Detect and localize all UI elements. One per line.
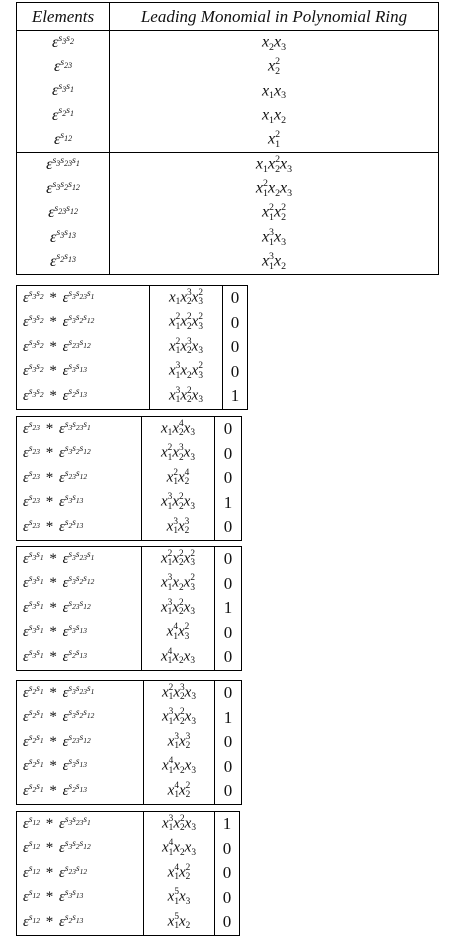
monomial-cell: x 2 1 x 2 2 (261, 202, 287, 224)
monomial-cell: x 1 x 4 2 x 3 (142, 417, 215, 442)
value-cell: 1 (230, 386, 240, 406)
product-cell: $\varepsilon^{s_3s_1} * \varepsilon^{s_3s_2s_{12}}$ (17, 572, 142, 597)
element-cell: $\varepsilon^{s_3s_2s_{12}}$ (17, 177, 110, 201)
monomial-cell: x 5 1 x 3 (144, 886, 215, 911)
product-cell: $\varepsilon^{s_{12}} * \varepsilon^{s_3s_{23}s_1}$ (17, 812, 144, 837)
product-cell: $\varepsilon^{s_{12}} * \varepsilon^{s_{23}s_{12}}$ (17, 861, 144, 886)
monomial-cell: x 3 1 x 2 2 x 3 (144, 706, 215, 731)
monomial-cell: x 1 x 3 2 x 2 3 (150, 286, 223, 311)
monomial-cell: x 1 x 2 2 x 3 (110, 152, 439, 177)
product-cell: $\varepsilon^{s_2s_1} * \varepsilon^{s_3s_{23}s_1}$ (17, 681, 144, 706)
table-row (17, 31, 439, 56)
table-row (17, 384, 248, 409)
table-row (17, 55, 439, 79)
product-cell: $\varepsilon^{s_{23}} * \varepsilon^{s_3s_{23}s_1}$ (17, 417, 142, 442)
table-row (17, 201, 439, 225)
value-cell: 0 (230, 288, 240, 308)
monomial-cell: x 2 1 x 2 2 x 2 3 (150, 311, 223, 336)
product-cell: $\varepsilon^{s_{23}} * \varepsilon^{s_3s_{13}}$ (17, 491, 142, 516)
monomial-cell: x 4 1 x 2 2 (144, 861, 215, 886)
product-cell: $\varepsilon^{s_3s_2} * \varepsilon^{s_3s_{13}}$ (17, 360, 150, 385)
table-row (17, 779, 242, 804)
table-row (17, 515, 242, 540)
monomial-cell: x 3 1 x 3 2 (144, 730, 215, 755)
value-cell: 0 (223, 468, 233, 488)
monomial-cell: x 2 1 x 3 2 x 3 (144, 681, 215, 706)
table-row (17, 335, 248, 360)
value-cell: 0 (230, 337, 240, 357)
value-cell: 0 (222, 912, 232, 932)
header-elements: Elements (17, 3, 110, 31)
product-table (16, 285, 248, 410)
monomial-cell: x 3 1 x 3 (261, 226, 287, 248)
value-cell: 0 (222, 838, 232, 858)
value-cell: 0 (223, 756, 233, 776)
table-row (17, 466, 242, 491)
table-row (17, 621, 242, 646)
table-row (17, 417, 242, 442)
product-cell: $\varepsilon^{s_{23}} * \varepsilon^{s_2s_{13}}$ (17, 515, 142, 540)
leading-monomial-table (16, 2, 439, 275)
product-cell: $\varepsilon^{s_{12}} * \varepsilon^{s_2s_{13}}$ (17, 910, 144, 935)
monomial-cell: x 4 1 x 2 x 3 (142, 645, 215, 670)
table-row (17, 812, 240, 837)
value-cell: 1 (223, 598, 233, 618)
table-row (17, 681, 242, 706)
value-cell: 0 (230, 361, 240, 381)
table-row (17, 910, 240, 935)
element-cell: $\varepsilon^{s_3s_2}$ (17, 31, 110, 56)
monomial-cell: x 2 1 x 2 x 3 (255, 178, 293, 200)
value-cell: 1 (222, 814, 232, 834)
product-table (16, 811, 240, 936)
header-leading-monomial: Leading Monomial in Polynomial Ring (110, 3, 439, 31)
monomial-cell: x 3 1 x 2 x 2 3 (150, 360, 223, 385)
monomial-cell: x 3 1 x 2 2 x 3 (144, 812, 215, 837)
product-cell: $\varepsilon^{s_3s_2} * \varepsilon^{s_3s_2s_{12}}$ (17, 311, 150, 336)
table-row (17, 755, 242, 780)
table-row (17, 311, 248, 336)
element-cell: $\varepsilon^{s_2s_{13}}$ (17, 250, 110, 275)
table-row (17, 861, 240, 886)
product-cell: $\varepsilon^{s_3s_2} * \varepsilon^{s_2s_{13}}$ (17, 384, 150, 409)
product-cell: $\varepsilon^{s_{23}} * \varepsilon^{s_{23}s_{12}}$ (17, 466, 142, 491)
table-row (17, 596, 242, 621)
value-cell: 0 (223, 781, 233, 801)
monomial-cell: x 3 1 x 2 2 x 3 (142, 596, 215, 621)
element-cell: $\varepsilon^{s_{23}}$ (17, 55, 110, 79)
element-cell: $\varepsilon^{s_3s_{23}s_1}$ (17, 152, 110, 177)
table-row (17, 360, 248, 385)
element-cell: $\varepsilon^{s_3s_1}$ (17, 79, 110, 103)
table-row (17, 177, 439, 201)
product-cell: $\varepsilon^{s_2s_1} * \varepsilon^{s_2s_{13}}$ (17, 779, 144, 804)
value-cell: 0 (223, 732, 233, 752)
product-table (16, 680, 242, 805)
product-table (16, 546, 242, 671)
product-cell: $\varepsilon^{s_3s_1} * \varepsilon^{s_{23}s_{12}}$ (17, 596, 142, 621)
monomial-cell: x 2 1 x 3 2 x 3 (150, 335, 223, 360)
monomial-cell: x 1 x 2 (261, 106, 287, 126)
monomial-cell: x 2 1 x 3 2 x 3 (142, 442, 215, 467)
element-cell: $\varepsilon^{s_2s_1}$ (17, 104, 110, 128)
monomial-cell: x 2 x 3 (261, 33, 287, 54)
table-row (17, 572, 242, 597)
product-cell: $\varepsilon^{s_2s_1} * \varepsilon^{s_3s_{13}}$ (17, 755, 144, 780)
monomial-cell: x 3 1 x 2 (261, 250, 287, 272)
element-cell: $\varepsilon^{s_{12}}$ (17, 128, 110, 153)
monomial-cell: x 1 x 3 (261, 82, 287, 102)
element-cell: $\varepsilon^{s_3s_{13}}$ (17, 226, 110, 250)
monomial-cell: x 3 1 x 2 2 x 3 (150, 384, 223, 409)
monomial-cell: x 2 2 (267, 56, 281, 78)
monomial-cell: x 5 1 x 2 (144, 910, 215, 935)
monomial-cell: x 2 1 (267, 128, 281, 150)
element-cell: $\varepsilon^{s_{23}s_{12}}$ (17, 201, 110, 225)
product-cell: $\varepsilon^{s_3s_1} * \varepsilon^{s_2s_{13}}$ (17, 645, 142, 670)
monomial-cell: x 4 1 x 2 2 (144, 779, 215, 804)
product-cell: $\varepsilon^{s_{23}} * \varepsilon^{s_3s_2s_{12}}$ (17, 442, 142, 467)
value-cell: 0 (223, 443, 233, 463)
value-cell: 1 (223, 707, 233, 727)
table-row (17, 79, 439, 103)
product-table (16, 416, 242, 541)
value-cell: 0 (230, 312, 240, 332)
table-row (17, 730, 242, 755)
table-row (17, 645, 242, 670)
table-row (17, 286, 248, 311)
product-cell: $\varepsilon^{s_{12}} * \varepsilon^{s_3s_{13}}$ (17, 886, 144, 911)
monomial-cell: x 3 1 x 3 2 (142, 515, 215, 540)
table-row (17, 250, 439, 275)
table-row (17, 837, 240, 862)
table-row (17, 128, 439, 153)
table-row (17, 886, 240, 911)
product-cell: $\varepsilon^{s_2s_1} * \varepsilon^{s_3s_2s_{12}}$ (17, 706, 144, 731)
value-cell: 0 (223, 419, 233, 439)
table-row (17, 104, 439, 128)
product-cell: $\varepsilon^{s_3s_1} * \varepsilon^{s_3s_{13}}$ (17, 621, 142, 646)
monomial-cell: x 2 1 x 2 2 x 2 3 (142, 547, 215, 572)
value-cell: 0 (223, 683, 233, 703)
value-cell: 0 (223, 647, 233, 667)
table-row (17, 226, 439, 250)
monomial-cell: x 3 1 x 2 2 x 3 (142, 491, 215, 516)
value-cell: 1 (223, 492, 233, 512)
table-row (17, 706, 242, 731)
table-row (17, 152, 439, 177)
table-row (17, 442, 242, 467)
product-cell: $\varepsilon^{s_3s_2} * \varepsilon^{s_3s_{23}s_1}$ (17, 286, 150, 311)
product-cell: $\varepsilon^{s_3s_1} * \varepsilon^{s_3s_{23}s_1}$ (17, 547, 142, 572)
monomial-cell: x 4 1 x 2 3 (142, 621, 215, 646)
value-cell: 0 (223, 517, 233, 537)
monomial-cell: x 3 1 x 2 x 2 3 (142, 572, 215, 597)
value-cell: 0 (223, 573, 233, 593)
value-cell: 0 (222, 863, 232, 883)
table-row (17, 547, 242, 572)
product-cell: $\varepsilon^{s_{12}} * \varepsilon^{s_3s_2s_{12}}$ (17, 837, 144, 862)
monomial-cell: x 4 1 x 2 x 3 (144, 755, 215, 780)
monomial-cell: x 2 1 x 4 2 (142, 466, 215, 491)
value-cell: 0 (222, 887, 232, 907)
product-cell: $\varepsilon^{s_2s_1} * \varepsilon^{s_{23}s_{12}}$ (17, 730, 144, 755)
monomial-cell: x 4 1 x 2 x 3 (144, 837, 215, 862)
table-row (17, 491, 242, 516)
product-cell: $\varepsilon^{s_3s_2} * \varepsilon^{s_{23}s_{12}}$ (17, 335, 150, 360)
value-cell: 0 (223, 549, 233, 569)
value-cell: 0 (223, 622, 233, 642)
